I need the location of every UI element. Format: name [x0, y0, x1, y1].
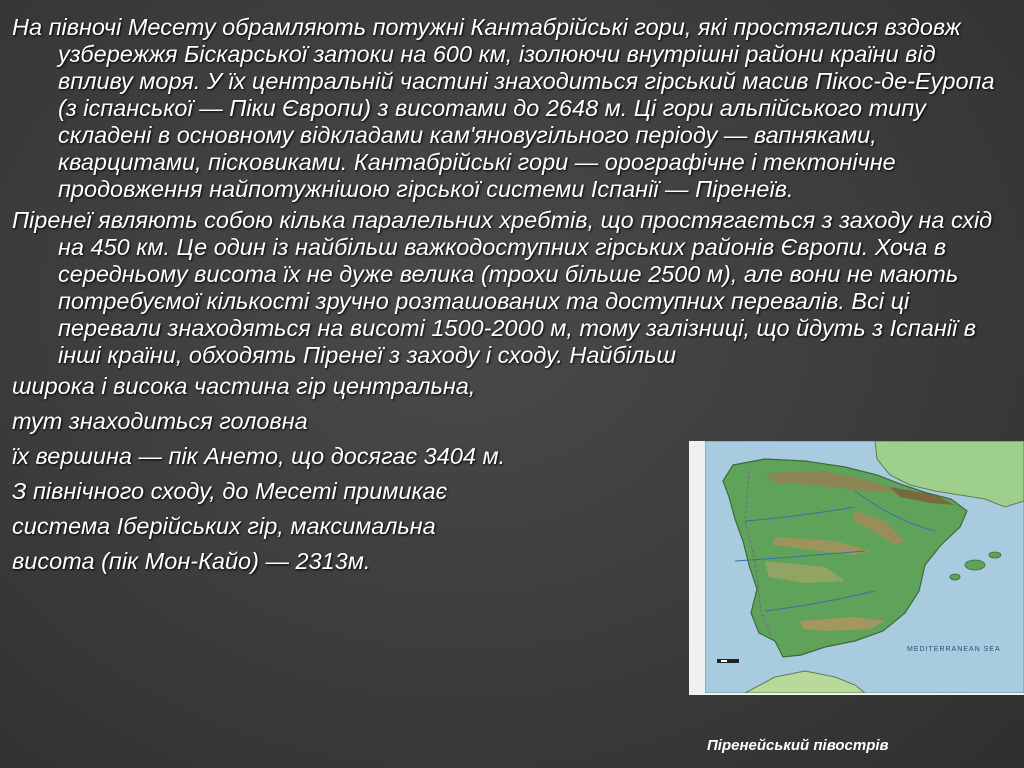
text-line: їх вершина — пік Ането, що досягає 3404 м. — [12, 443, 506, 469]
text-line: тут знаходиться головна — [12, 408, 308, 434]
paragraph-cantabrian-mountains: На півночі Месету обрамляють потужні Кантабрійські гори, які простяглися вздовж узбережжя Біскарської затоки на 600 км, ізолюючи внутрішні райони країни від впливу моря. У їх центральній частині знаходиться гірський масив Пікос-де-Еуропа (з іспанської — Піки Європи) з висотами до 2648 м. Ці гори альпійського типу складені в основному відкладами кам'яновугільного періоду — вапняками, кварцитами, пісковиками. Кантабрійські гори — орографічне і тектонічне продовження найпотужнішою гірської системи Іспанії — Піренеїв. — [12, 14, 995, 202]
balearic-island — [989, 552, 1001, 558]
map-graphic — [705, 441, 1024, 693]
text-line: широка і висока частина гір центральна, — [12, 373, 476, 399]
text-line: система Іберійських гір, максимальна — [12, 513, 436, 539]
iberian-peninsula-map — [689, 441, 1024, 695]
balearic-island — [965, 560, 985, 570]
paragraph-pyrenees: Піренеї являють собою кілька паралельних хребтів, що простягається з заходу на схід на 450 км. Це один із найбільш важкодоступних гірських районів Європи. Хоча в середньому висота їх не дуже велика (трохи більше 2500 м), але вони не мають потребуємої кількості зручно розташованих та доступних перевалів. Всі ці перевали знаходяться на висоті 1500-2000 м, тому залізниці, що йдуть з Іспанії в інші країни, обходять Піренеї з заходу і сходу. Найбільш — [12, 207, 993, 368]
balearic-island — [950, 574, 960, 580]
text-line: З північного сходу, до Месеті примикає — [12, 478, 448, 504]
text-line: висота (пік Мон-Кайо) — 2313м. — [12, 548, 371, 574]
map-sea-label: MEDITERRANEAN SEA — [907, 646, 1001, 653]
map-caption: Піренейський півострів — [707, 737, 889, 754]
map-scale-bar — [717, 659, 739, 663]
